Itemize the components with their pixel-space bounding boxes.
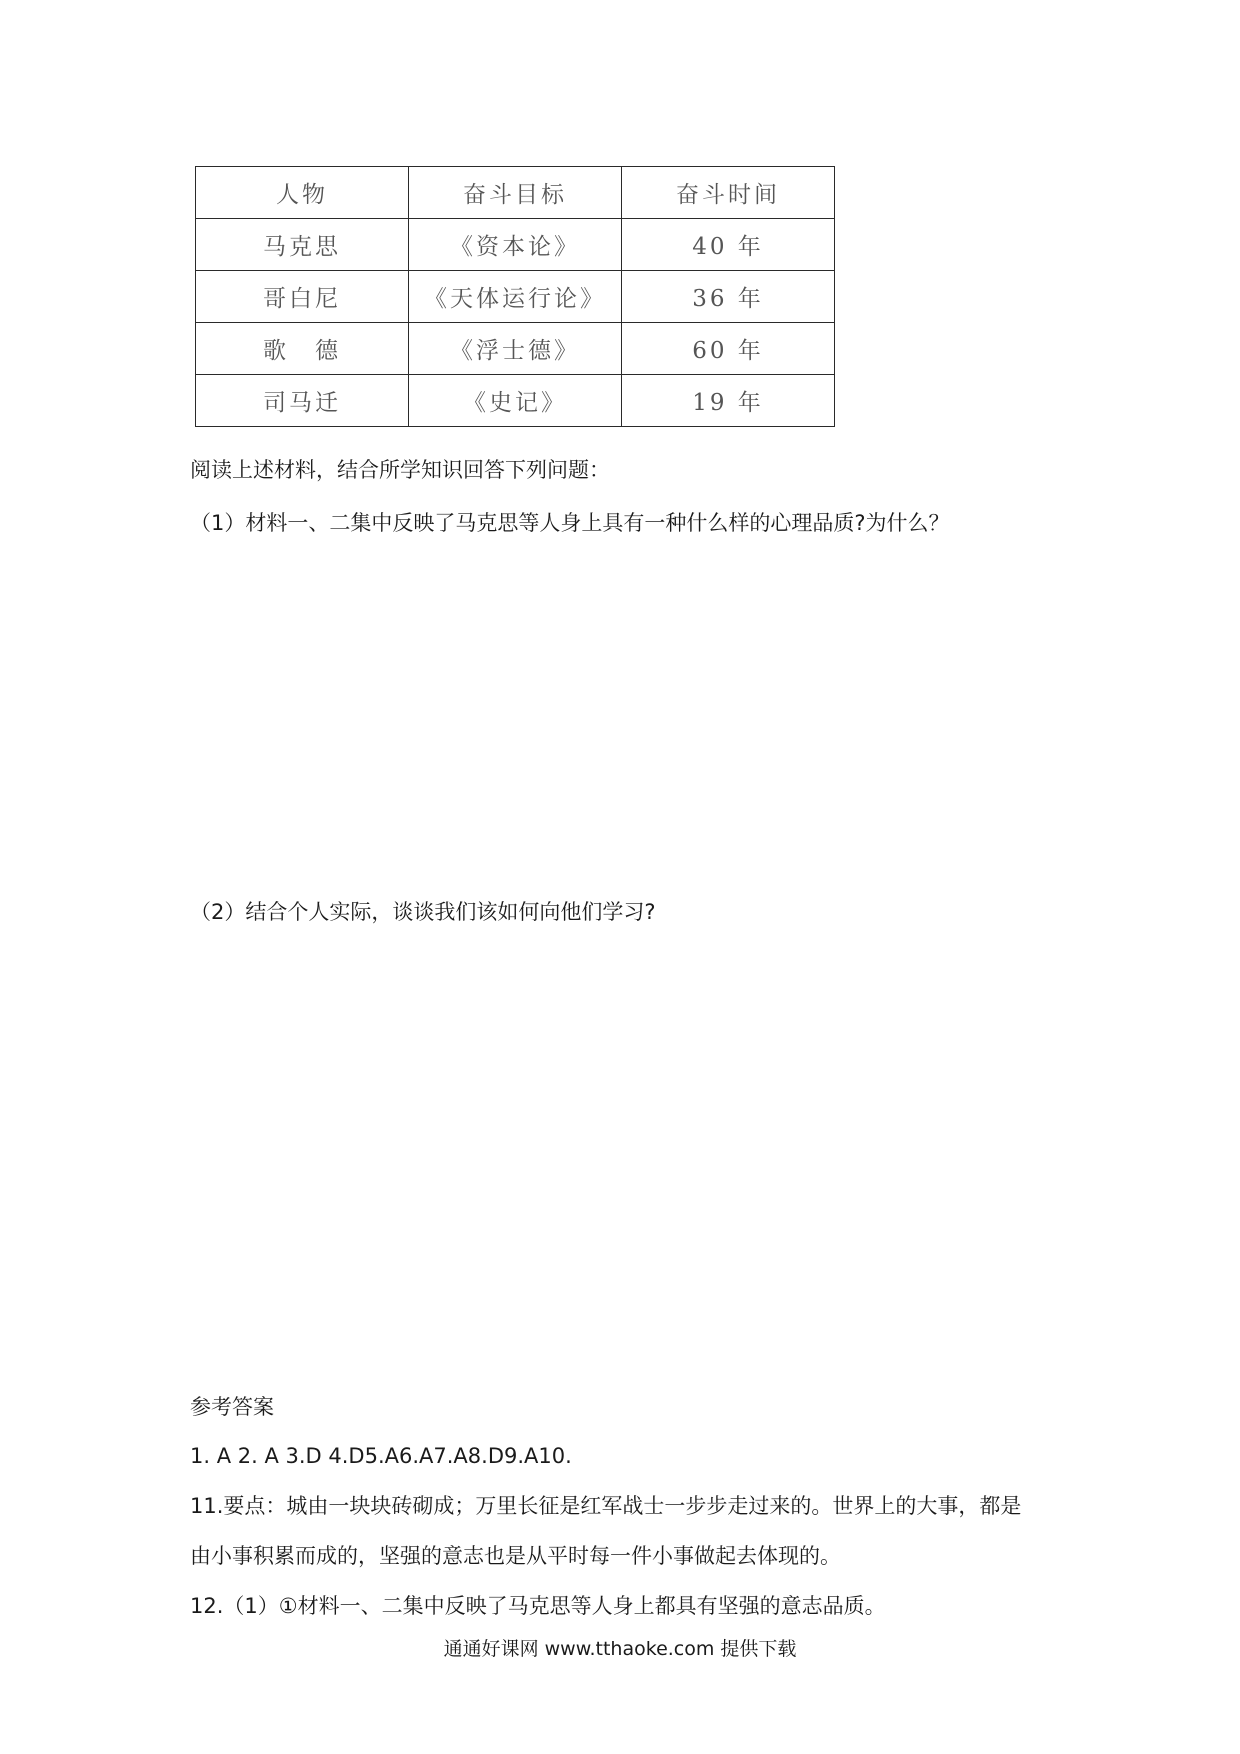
table-row (196, 271, 835, 323)
table-cell: 60 年 (622, 323, 835, 375)
answer-line: 11.要点：城由一块块砖砌成；万里长征是红军战士一步步走过来的。世界上的大事，都是 (190, 1494, 1022, 1518)
table-cell: 《浮士德》 (409, 323, 622, 375)
table-cell: 《资本论》 (409, 219, 622, 271)
answer-line: 12.（1）①材料一、二集中反映了马克思等人身上都具有坚强的意志品质。 (190, 1594, 886, 1618)
table-cell: 歌 德 (196, 323, 409, 375)
table-cell: 36 年 (622, 271, 835, 323)
table-header-cell: 奋斗目标 (409, 167, 622, 219)
table-row (196, 375, 835, 427)
table-header-row (196, 167, 835, 219)
table-cell: 司马迁 (196, 375, 409, 427)
instructions: 阅读上述材料，结合所学知识回答下列问题： (190, 458, 610, 482)
table-cell: 哥白尼 (196, 271, 409, 323)
table-cell: 《天体运行论》 (409, 271, 622, 323)
table-row (196, 323, 835, 375)
table-header-cell: 人物 (196, 167, 409, 219)
page-footer: 通通好课网 www.tthaoke.com 提供下载 (443, 1638, 797, 1660)
table-header-cell: 奋斗时间 (622, 167, 835, 219)
table-cell: 40 年 (622, 219, 835, 271)
answer-line: 1. A 2. A 3.D 4.D5.A6.A7.A8.D9.A10. (190, 1444, 572, 1468)
answers-title: 参考答案 (190, 1395, 274, 1419)
table-row (196, 219, 835, 271)
question-1: （1）材料一、二集中反映了马克思等人身上具有一种什么样的心理品质?为什么？ (190, 511, 950, 535)
struggle-table (195, 166, 835, 427)
table-cell: 《史记》 (409, 375, 622, 427)
table-cell: 19 年 (622, 375, 835, 427)
question-2: （2）结合个人实际，谈谈我们该如何向他们学习? (190, 900, 656, 924)
answer-line: 由小事积累而成的，坚强的意志也是从平时每一件小事做起去体现的。 (190, 1544, 841, 1568)
table-cell: 马克思 (196, 219, 409, 271)
